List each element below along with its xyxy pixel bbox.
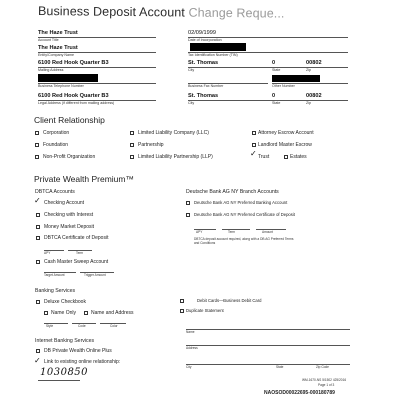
mailing-zip-label: Zip [306, 68, 311, 72]
corporation-checkbox[interactable] [35, 131, 39, 135]
corporation-label: Corporation [43, 130, 70, 136]
duplicate-statement-checkbox[interactable] [180, 309, 184, 313]
landlord-escrow-checkbox[interactable] [252, 143, 256, 147]
account-title-label: Account Title [38, 38, 59, 42]
page-number: Page 1 of 3 [318, 383, 335, 387]
debit-cards-label: Debit Cards—Business Debit Card [197, 298, 262, 303]
page-title-main: Business Deposit Account [37, 4, 186, 20]
entity-name-label: Entity/Company Name [38, 53, 74, 57]
apy-label: APY [44, 251, 51, 255]
db-ny-preferred-banking-checkbox[interactable] [186, 201, 190, 205]
checking-interest-checkbox[interactable] [36, 213, 40, 217]
term2-label: Term [228, 230, 236, 234]
dbtca-cd-label: DBTCA Certificate of Deposit [44, 235, 109, 241]
legal-city-rule [188, 100, 348, 101]
duplicate-zip-label: Zip Code [316, 365, 329, 369]
attorney-escrow-checkbox[interactable] [252, 131, 256, 135]
mailing-state-value: 0 [272, 60, 276, 66]
dbtca-accounts-heading: DBTCA Accounts [35, 189, 75, 195]
link-relationship-value: 1030850 [40, 367, 89, 378]
legal-city-value: St. Thomas [188, 93, 219, 99]
duplicate-address-rule [186, 345, 350, 346]
db-ny-preferred-banking-label: Deutsche Bank AG NY Preferred Banking Account [194, 200, 288, 205]
estates-checkbox[interactable] [284, 155, 288, 159]
target-amount-label: Target Amount [44, 273, 65, 277]
partnership-checkbox[interactable] [130, 143, 134, 147]
checking-interest-label: Checking with Interest [44, 212, 94, 218]
legal-address-label: Legal Address (if different from mailing address) [38, 101, 115, 105]
form-code: WM-1670-NS 5/1502 425/2016 [302, 378, 347, 382]
sweep-checkbox[interactable] [36, 260, 40, 264]
money-market-label: Money Market Deposit [44, 224, 95, 230]
legal-state-label: State [272, 101, 281, 105]
trust-label: Trust [258, 154, 270, 160]
duplicate-address-label: Address [186, 346, 198, 350]
mailing-address-value: 6100 Red Hook Quarter B3 [38, 60, 109, 66]
name-only-label: Name Only [51, 310, 77, 316]
business-phone-label: Business Telephone Number [38, 84, 84, 88]
private-wealth-heading: Private Wealth Premium™ [34, 174, 134, 184]
duplicate-name-rule [186, 329, 350, 330]
db-ny-heading: Deutsche Bank AG NY Branch Accounts [186, 189, 279, 195]
attorney-escrow-label: Attorney Escrow Account [258, 130, 314, 136]
estates-label: Estates [290, 154, 307, 160]
code-label: Code [78, 324, 86, 328]
dbtca-cd-checkbox[interactable] [36, 236, 40, 240]
page-title-faded: Change Reque... [188, 5, 285, 21]
duplicate-city-label: City [186, 365, 192, 369]
deluxe-checkbook-label: Deluxe Checkbook [44, 299, 86, 305]
mailing-state-label: State [272, 68, 281, 72]
mailing-city-rule [188, 67, 348, 68]
db-ny-preferred-cd-checkbox[interactable] [186, 213, 190, 217]
sweep-label: Cash Master Sweep Account [44, 259, 109, 265]
term-label: Term [76, 251, 84, 255]
foundation-checkbox[interactable] [35, 143, 39, 147]
amount-label: Amount [262, 230, 273, 234]
money-market-checkbox[interactable] [36, 225, 40, 229]
entity-name-value: The Haze Trust [38, 45, 78, 51]
trigger-amount-label: Trigger Amount [84, 273, 106, 277]
legal-address-value: 6100 Red Hook Quarter B3 [38, 93, 109, 99]
mailing-city-value: St. Thomas [188, 60, 219, 66]
color-label: Color [110, 324, 118, 328]
non-profit-checkbox[interactable] [35, 155, 39, 159]
debit-cards-checkbox[interactable] [180, 299, 184, 303]
link-relationship-label: Link to existing online relationship: [44, 359, 121, 365]
deluxe-checkbook-checkbox[interactable] [36, 300, 40, 304]
partnership-label: Partnership [138, 142, 164, 148]
duplicate-statement-label: Duplicate Statement [186, 308, 224, 313]
name-address-label: Name and Address [91, 310, 134, 316]
llp-label: Limited Liability Partnership (LLP) [138, 154, 213, 160]
llc-checkbox[interactable] [130, 131, 134, 135]
name-address-checkbox[interactable] [84, 311, 88, 315]
business-phone-redaction [38, 74, 98, 82]
client-relationship-heading: Client Relationship [34, 115, 105, 125]
date-of-incorporation-value: 02/09/1999 [188, 30, 216, 36]
checking-account-checkmark-icon[interactable]: ✓ [34, 196, 41, 205]
style-label: Style [46, 324, 54, 328]
term2-rule [222, 229, 250, 230]
legal-zip-value: 00802 [306, 93, 322, 99]
landlord-escrow-label: Landlord Master Escrow [258, 142, 312, 148]
account-title-value: The Haze Trust [38, 30, 78, 36]
document-id: NAOSOD00022695-000180789 [264, 390, 335, 396]
name-only-checkbox[interactable] [44, 311, 48, 315]
foundation-label: Foundation [43, 142, 69, 148]
legal-state-value: 0 [272, 93, 276, 99]
mailing-address-label: Mailing Address [38, 68, 64, 72]
llc-label: Limited Liability Company (LLC) [138, 130, 209, 136]
date-of-incorporation-label: Date of Incorporation [188, 38, 222, 42]
legal-city-label: City [188, 101, 195, 105]
other-number-redaction [272, 75, 320, 82]
apy2-label: APY [196, 230, 203, 234]
checking-account-label: Checking Account [44, 200, 85, 206]
legal-zip-label: Zip [306, 101, 311, 105]
llp-checkbox[interactable] [130, 155, 134, 159]
link-relationship-rule [38, 380, 80, 381]
other-number-label: Other Number [272, 84, 295, 88]
page-title [38, 4, 285, 21]
tax-id-redaction [190, 43, 246, 51]
mailing-city-label: City [188, 68, 195, 72]
mailing-zip-value: 00802 [306, 60, 322, 66]
non-profit-label: Non-Profit Organization [43, 154, 96, 160]
db-ny-preferred-cd-label: Deutsche Bank AG NY Preferred Certificate of Deposit [194, 212, 295, 217]
internet-banking-heading: Internet Banking Services [35, 338, 95, 344]
link-relationship-checkmark-icon[interactable]: ✓ [34, 356, 41, 365]
banking-services-heading: Banking Services [35, 288, 76, 294]
online-plus-checkbox[interactable] [36, 349, 40, 353]
cd-note-line1: DBTCA deposit account required, along with a DB AG Preferred Terms [194, 237, 294, 241]
business-fax-label: Business Fax Number [188, 84, 224, 88]
online-plus-label: DB Private Wealth Online Plus [44, 348, 112, 354]
tax-id-label: Tax Identification Number (TIN) [188, 53, 238, 57]
duplicate-name-label: Name [186, 330, 195, 334]
cd-note-line2: and Conditions [194, 241, 216, 245]
duplicate-state-label: State [276, 365, 284, 369]
trust-checkmark-icon[interactable]: ✓ [250, 149, 257, 158]
